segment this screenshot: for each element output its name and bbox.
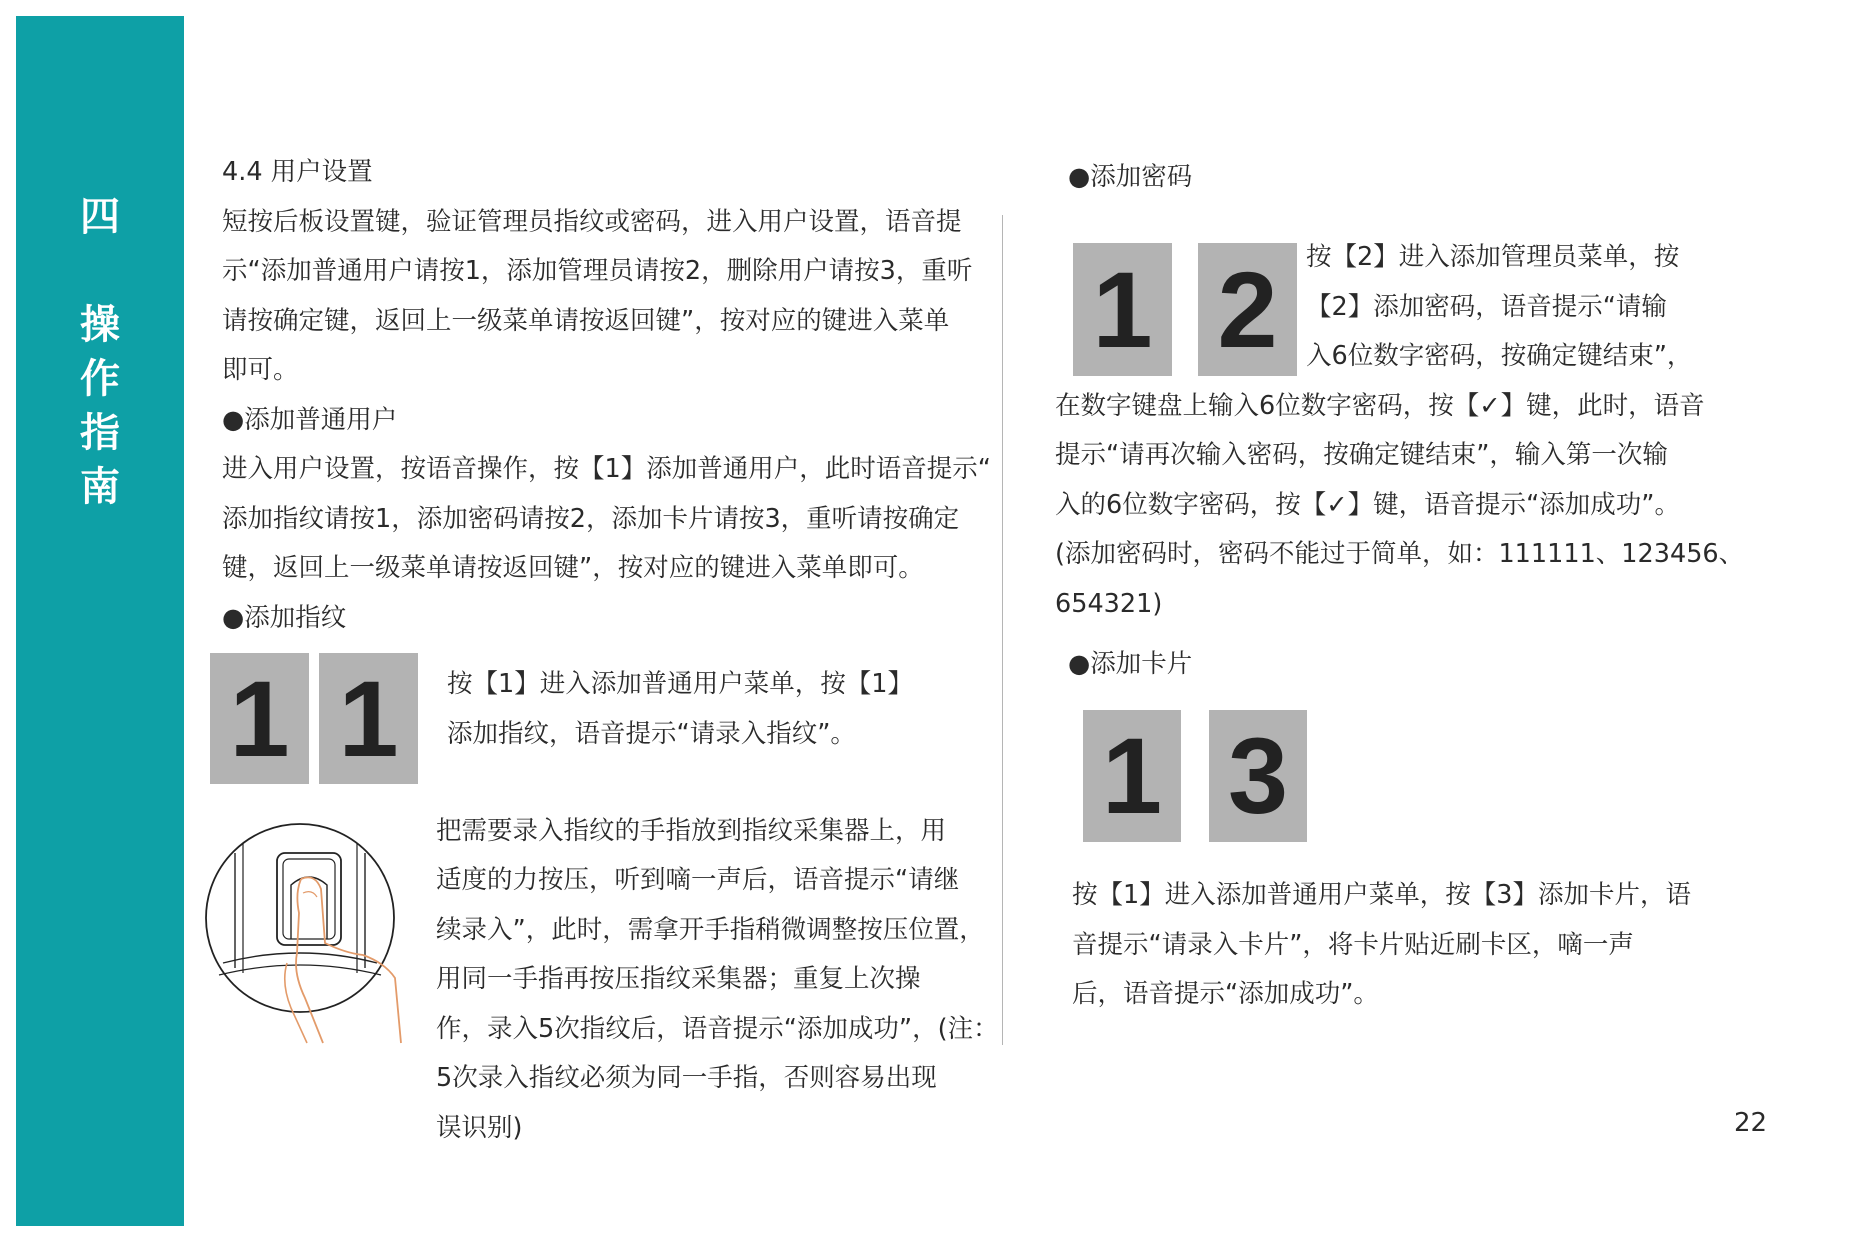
column-divider	[1002, 215, 1003, 1045]
password-key-line: 按【2】进入添加管理员菜单，按	[1306, 242, 1680, 272]
fingerprint-key-line: 添加指纹，语音提示“请录入指纹”。	[447, 719, 856, 749]
key-tile-2: 2	[1198, 243, 1297, 376]
page-number: 22	[1734, 1108, 1768, 1138]
fingerprint-key-line: 按【1】进入添加普通用户菜单，按【1】	[447, 669, 913, 699]
chapter-title-char: 南	[80, 464, 120, 510]
intro-line: 请按确定键，返回上一级菜单请按返回键”，按对应的键进入菜单	[222, 306, 950, 336]
chapter-title-char: 操	[80, 302, 120, 348]
key-tile-3: 3	[1209, 710, 1307, 842]
fingerprint-body-line: 5次录入指纹必须为同一手指，否则容易出现	[436, 1063, 937, 1093]
fingerprint-body-line: 误识别)	[436, 1113, 523, 1143]
chapter-number: 四	[80, 194, 120, 240]
password-body-line: (添加密码时，密码不能过于简单，如：111111、123456、	[1055, 539, 1745, 569]
add-user-line: 添加指纹请按1，添加密码请按2，添加卡片请按3，重听请按确定	[222, 504, 960, 534]
add-user-heading: ●添加普通用户	[222, 405, 398, 435]
intro-line: 短按后板设置键，验证管理员指纹或密码，进入用户设置，语音提	[222, 207, 962, 237]
key-tile-1: 1	[1073, 243, 1172, 376]
chapter-title-char: 指	[80, 410, 120, 456]
card-body-line: 音提示“请录入卡片”，将卡片贴近刷卡区，嘀一声	[1072, 930, 1634, 960]
fingerprint-body-line: 用同一手指再按压指纹采集器；重复上次操	[436, 964, 921, 994]
key-tile-1: 1	[1083, 710, 1181, 842]
add-user-line: 进入用户设置，按语音操作，按【1】添加普通用户，此时语音提示“	[222, 454, 991, 484]
intro-line: 示“添加普通用户请按1，添加管理员请按2，删除用户请按3，重听	[222, 256, 973, 286]
password-body-line: 654321)	[1055, 589, 1163, 619]
password-body-line: 在数字键盘上输入6位数字密码，按【✓】键，此时，语音	[1055, 391, 1705, 421]
fingerprint-body-line: 把需要录入指纹的手指放到指纹采集器上，用	[436, 816, 947, 846]
add-user-line: 键，返回上一级菜单请按返回键”，按对应的键进入菜单即可。	[222, 553, 924, 583]
intro-line: 即可。	[222, 355, 299, 385]
section-heading: 4.4 用户设置	[222, 157, 373, 187]
fingerprint-body-line: 续录入”，此时，需拿开手指稍微调整按压位置，	[436, 915, 985, 945]
password-heading: ●添加密码	[1068, 162, 1193, 192]
key-tile-1: 1	[210, 653, 309, 784]
password-body-line: 提示“请再次输入密码，按确定键结束”，输入第一次输	[1055, 440, 1668, 470]
fingerprint-body-line: 作，录入5次指纹后，语音提示“添加成功”，(注：	[436, 1014, 999, 1044]
chapter-title-char: 作	[80, 356, 120, 402]
key-tile-1: 1	[319, 653, 418, 784]
card-body-line: 后，语音提示“添加成功”。	[1072, 979, 1379, 1009]
chapter-sidebar	[16, 16, 184, 1226]
fingerprint-sensor-illustration	[205, 803, 405, 1048]
password-key-line: 【2】添加密码，语音提示“请输	[1306, 292, 1667, 322]
card-body-line: 按【1】进入添加普通用户菜单，按【3】添加卡片，语	[1072, 880, 1691, 910]
fingerprint-heading: ●添加指纹	[222, 603, 347, 633]
fingerprint-body-line: 适度的力按压，听到嘀一声后，语音提示“请继	[436, 865, 960, 895]
card-heading: ●添加卡片	[1068, 649, 1193, 679]
password-body-line: 入的6位数字密码，按【✓】键，语音提示“添加成功”。	[1055, 490, 1681, 520]
password-key-line: 入6位数字密码，按确定键结束”，	[1306, 341, 1693, 371]
